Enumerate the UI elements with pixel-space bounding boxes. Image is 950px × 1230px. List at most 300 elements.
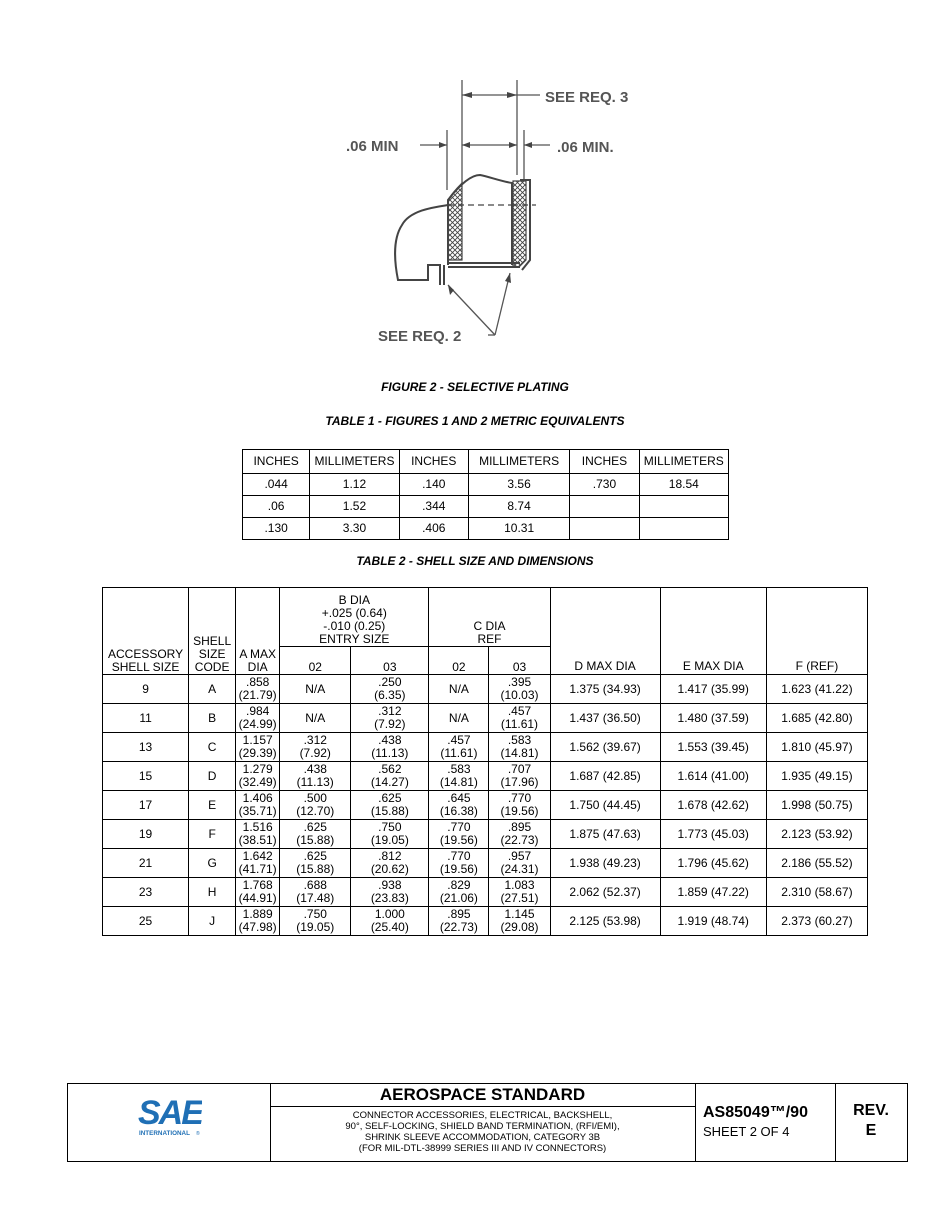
table-cell: 1.52: [310, 496, 399, 518]
a-dia-cell-value: 1.768: [242, 878, 273, 892]
standard-title: AEROSPACE STANDARD: [270, 1084, 695, 1107]
a-dia-cell-value: (47.98): [238, 920, 277, 934]
table-cell: 10.31: [468, 518, 569, 540]
c02-cell-value: .770: [447, 849, 471, 863]
c03-cell: [489, 849, 550, 878]
header-cell: INCHES: [570, 450, 639, 474]
b02-cell-value: (11.13): [296, 775, 334, 789]
table-cell: .406: [399, 518, 468, 540]
e-dia-cell: [660, 878, 766, 907]
d-dia-cell-value: 1.938 (49.23): [569, 855, 641, 870]
a-dia-cell: [236, 675, 280, 704]
d-dia-cell-value: 1.875 (47.63): [569, 826, 641, 841]
b03-cell-value: .562: [378, 762, 402, 776]
a-dia-cell-value: (24.99): [238, 717, 277, 731]
a-dia-cell: [236, 762, 280, 791]
f-ref-cell-value: 1.685 (42.80): [781, 710, 853, 725]
table-row: [103, 733, 868, 762]
shell-code-cell: [189, 733, 236, 762]
c02-cell: [429, 907, 489, 936]
e-max-dia-header: E MAX DIA: [660, 588, 766, 675]
b02-cell-value: .625: [303, 820, 327, 834]
f-ref-cell: [766, 704, 867, 733]
b03-cell-value: .438: [378, 733, 402, 747]
selective-plating-figure: [340, 75, 660, 355]
c03-cell-value: .957: [507, 849, 532, 863]
b02-cell: [280, 733, 351, 762]
c02-cell-value: (19.56): [439, 862, 478, 876]
shell-code-cell-value: F: [208, 826, 216, 841]
c03-cell-value: .770: [507, 791, 532, 805]
b02-cell-value: .500: [303, 791, 327, 805]
b-dia-header: [280, 588, 429, 647]
c03-cell-value: (29.08): [500, 920, 539, 934]
b03-cell-value: (23.83): [370, 891, 409, 905]
c02-cell: [429, 878, 489, 907]
b03-cell-value: (6.35): [374, 688, 406, 702]
table-cell: [639, 496, 728, 518]
table-cell: [639, 518, 728, 540]
shell-size-cell-value: 25: [138, 913, 153, 928]
b03-cell-value: (11.13): [371, 746, 409, 760]
b02-cell: [280, 704, 351, 733]
see-req-3-label: SEE REQ. 3: [545, 89, 629, 106]
c03-cell-value: .395: [507, 675, 532, 689]
b02-cell-value: (17.48): [296, 891, 335, 905]
shell-code-cell-value: G: [207, 855, 217, 870]
table-row: [243, 474, 729, 496]
c03-cell: [489, 704, 550, 733]
shell-code-cell: [189, 849, 236, 878]
f-ref-cell-value: 2.310 (58.67): [781, 884, 853, 899]
shell-size-cell: [103, 878, 189, 907]
b-dia-entry: ENTRY SIZE: [319, 632, 390, 646]
description-line: (FOR MIL-DTL-38999 SERIES III AND IV CONNECTORS): [358, 1143, 607, 1154]
d-dia-cell-value: 1.750 (44.45): [569, 797, 641, 812]
b02-cell-value: .625: [303, 849, 327, 863]
d-dia-cell: [550, 704, 660, 733]
c02-cell: [429, 820, 489, 849]
c02-cell: [429, 762, 489, 791]
table-cell: .140: [399, 474, 468, 496]
c03-cell-value: .895: [507, 820, 532, 834]
f-ref-cell: [766, 675, 867, 704]
revision-cell: [835, 1084, 907, 1161]
d-dia-cell-value: 1.562 (39.67): [569, 739, 641, 754]
b03-cell-value: (7.92): [374, 717, 406, 731]
b02-cell-value: (7.92): [299, 746, 331, 760]
shell-code-cell-value: A: [208, 681, 217, 696]
d-dia-cell-value: 1.687 (42.85): [569, 768, 641, 783]
b03-cell-value: .312: [378, 704, 402, 718]
description-line: 90°, SELF-LOCKING, SHIELD BAND TERMINATION, (RFI/EMI),: [345, 1121, 620, 1132]
a-max-dia-header: A MAX DIA: [236, 588, 280, 675]
header-cell: MILLIMETERS: [468, 450, 569, 474]
shell-code-cell: [189, 675, 236, 704]
shell-code-cell-value: E: [208, 797, 217, 812]
table-cell: .044: [243, 474, 310, 496]
shell-size-cell: [103, 791, 189, 820]
table-row: [103, 675, 868, 704]
a-dia-cell-value: 1.642: [242, 849, 273, 863]
figure-caption: FIGURE 2 - SELECTIVE PLATING: [381, 380, 569, 394]
table-header-row: [103, 588, 868, 647]
e-dia-cell-value: 1.678 (42.62): [677, 797, 749, 812]
c02-cell-value: .895: [447, 907, 471, 921]
b02-cell: [280, 762, 351, 791]
d-dia-cell: [550, 878, 660, 907]
table-row: [103, 791, 868, 820]
see-req-2-label: SEE REQ. 2: [378, 328, 462, 345]
c03-cell-value: (11.61): [500, 717, 539, 731]
c03-cell-value: (14.81): [500, 746, 539, 760]
description-line: CONNECTOR ACCESSORIES, ELECTRICAL, BACKSHELL,: [352, 1110, 613, 1121]
table-cell: .344: [399, 496, 468, 518]
table-header-row: [243, 450, 729, 474]
metric-equivalents-table: [242, 449, 729, 540]
c03-cell-value: 1.083: [504, 878, 535, 892]
shell-size-cell: [103, 762, 189, 791]
table-cell: .730: [570, 474, 639, 496]
e-dia-cell-value: 1.553 (39.45): [677, 739, 749, 754]
b02-cell-value: N/A: [305, 681, 326, 696]
shell-code-cell: [189, 907, 236, 936]
c02-cell-value: .645: [447, 791, 471, 805]
e-dia-cell-value: 1.480 (37.59): [677, 710, 749, 725]
d-dia-cell-value: 2.125 (53.98): [569, 913, 641, 928]
f-ref-cell-value: 2.123 (53.92): [781, 826, 853, 841]
f-ref-cell-value: 2.186 (55.52): [781, 855, 853, 870]
b03-cell: [351, 704, 429, 733]
table-row: [103, 907, 868, 936]
c03-cell: [489, 675, 550, 704]
shell-size-cell: [103, 704, 189, 733]
b03-cell-value: (19.05): [370, 833, 409, 847]
c02-cell-value: (14.81): [439, 775, 478, 789]
b03-cell-value: (14.27): [370, 775, 409, 789]
b03-cell-value: .250: [378, 675, 402, 689]
table-row: [103, 878, 868, 907]
c-dia-ref: REF: [477, 632, 502, 646]
a-dia-cell-value: 1.157: [242, 733, 273, 747]
revision: [835, 1101, 907, 1141]
f-ref-cell-value: 1.623 (41.22): [781, 681, 853, 696]
c03-cell: [489, 907, 550, 936]
e-dia-cell-value: 1.796 (45.62): [677, 855, 749, 870]
shell-size-cell-value: 19: [138, 826, 153, 841]
f-ref-cell: [766, 820, 867, 849]
revision-value: E: [865, 1122, 877, 1139]
b03-cell: [351, 675, 429, 704]
table-row: [243, 496, 729, 518]
plating-hatch: [448, 181, 526, 267]
shell-size-cell-value: 11: [139, 710, 152, 725]
e-dia-cell: [660, 849, 766, 878]
table-row: [103, 820, 868, 849]
sae-logo-icon: [138, 1096, 202, 1140]
c02-cell: [429, 704, 489, 733]
f-ref-cell-value: 1.998 (50.75): [781, 797, 853, 812]
description-line: SHRINK SLEEVE ACCOMMODATION, CATEGORY 3B: [364, 1132, 601, 1143]
c02-cell: [429, 675, 489, 704]
c03-cell-value: 1.145: [504, 907, 535, 921]
e-dia-cell: [660, 733, 766, 762]
c02-cell-value: (19.56): [439, 833, 478, 847]
c03-cell-value: .583: [507, 733, 532, 747]
b03-cell-value: .750: [378, 820, 402, 834]
c02-cell: [429, 849, 489, 878]
b03-cell-value: (25.40): [370, 920, 409, 934]
min-right-label: .06 MIN.: [557, 139, 614, 156]
shell-size-cell: [103, 849, 189, 878]
b02-cell-value: .438: [303, 762, 327, 776]
c02-cell: [429, 791, 489, 820]
c02-cell-value: (21.06): [439, 891, 478, 905]
table-cell: 3.56: [468, 474, 569, 496]
f-ref-cell: [766, 762, 867, 791]
c03-cell-value: .457: [507, 704, 532, 718]
shell-code-cell-value: C: [207, 739, 217, 754]
f-ref-cell: [766, 733, 867, 762]
d-dia-cell-value: 1.375 (34.93): [569, 681, 641, 696]
b03-header: 03: [351, 647, 429, 675]
b02-cell-value: .688: [303, 878, 327, 892]
e-dia-cell: [660, 907, 766, 936]
c03-cell-value: (19.56): [500, 804, 539, 818]
b03-cell: [351, 878, 429, 907]
b-dia-line: B DIA: [338, 593, 370, 607]
a-dia-cell-value: (41.71): [238, 862, 277, 876]
b03-cell: [351, 849, 429, 878]
shell-size-cell-value: 23: [138, 884, 153, 899]
b-dia-tol-minus: -.010 (0.25): [323, 619, 386, 633]
d-dia-cell: [550, 907, 660, 936]
a-dia-cell-value: (32.49): [238, 775, 277, 789]
b02-cell-value: .312: [303, 733, 327, 747]
min-left-label: .06 MIN: [346, 138, 399, 155]
a-dia-cell-value: 1.279: [242, 762, 273, 776]
c03-header: 03: [489, 647, 550, 675]
b03-cell-value: 1.000: [374, 907, 405, 921]
a-dia-cell: [236, 820, 280, 849]
shell-code-cell: [189, 878, 236, 907]
b02-cell: [280, 791, 351, 820]
d-dia-cell-value: 1.437 (36.50): [569, 710, 641, 725]
c03-cell-value: (24.31): [500, 862, 539, 876]
c-dia-header: [429, 588, 550, 647]
d-dia-cell-value: 2.062 (52.37): [569, 884, 641, 899]
a-dia-cell-value: (35.71): [238, 804, 277, 818]
c03-cell-value: (17.96): [500, 775, 539, 789]
table-cell: .130: [243, 518, 310, 540]
sheet-number: SHEET 2 OF 4: [703, 1124, 790, 1139]
c02-cell-value: (11.61): [440, 746, 478, 760]
a-dia-cell-value: 1.406: [242, 791, 273, 805]
e-dia-cell: [660, 675, 766, 704]
b03-cell: [351, 762, 429, 791]
table-cell: 8.74: [468, 496, 569, 518]
a-dia-cell-value: (44.91): [238, 891, 277, 905]
b03-cell-value: .938: [378, 878, 402, 892]
d-dia-cell: [550, 762, 660, 791]
revision-label: REV.: [853, 1102, 889, 1119]
c02-cell-value: .583: [447, 762, 471, 776]
b02-cell: [280, 878, 351, 907]
c02-cell-value: .829: [447, 878, 471, 892]
accessory-shell-size-header: ACCESSORY SHELL SIZE: [103, 588, 189, 675]
table-row: [243, 518, 729, 540]
e-dia-cell: [660, 791, 766, 820]
shell-size-table: [102, 587, 868, 936]
e-dia-cell-value: 1.919 (48.74): [677, 913, 749, 928]
a-dia-cell-value: 1.889: [242, 907, 273, 921]
shell-code-cell-value: D: [207, 768, 217, 783]
b03-cell-value: .625: [378, 791, 402, 805]
e-dia-cell-value: 1.859 (47.22): [677, 884, 749, 899]
title-cell: [270, 1084, 696, 1161]
b03-cell-value: .812: [378, 849, 402, 863]
shell-code-cell-value: H: [207, 884, 217, 899]
c02-cell-value: (22.73): [439, 920, 478, 934]
c02-header: 02: [429, 647, 489, 675]
a-dia-cell: [236, 704, 280, 733]
c03-cell-value: (27.51): [500, 891, 539, 905]
c-dia-line: C DIA: [473, 619, 506, 633]
b02-cell: [280, 907, 351, 936]
header-cell: INCHES: [399, 450, 468, 474]
logo-cell: [68, 1084, 271, 1161]
d-dia-cell: [550, 733, 660, 762]
a-dia-cell: [236, 878, 280, 907]
e-dia-cell: [660, 704, 766, 733]
sae-logo-text: SAE: [138, 1096, 202, 1132]
b02-cell-value: (19.05): [296, 920, 335, 934]
d-max-dia-header: D MAX DIA: [550, 588, 660, 675]
c02-cell-value: .770: [447, 820, 471, 834]
a-dia-cell-value: (38.51): [238, 833, 277, 847]
e-dia-cell-value: 1.773 (45.03): [677, 826, 749, 841]
shell-size-cell: [103, 733, 189, 762]
shell-size-cell-value: 13: [138, 739, 153, 754]
c03-cell: [489, 791, 550, 820]
d-dia-cell: [550, 675, 660, 704]
table-cell: 1.12: [310, 474, 399, 496]
shell-size-rows: [103, 675, 868, 936]
header-cell: MILLIMETERS: [310, 450, 399, 474]
shell-size-cell-value: 17: [138, 797, 153, 812]
b02-header: 02: [280, 647, 351, 675]
f-ref-cell: [766, 849, 867, 878]
e-dia-cell-value: 1.417 (35.99): [677, 681, 749, 696]
a-dia-cell: [236, 907, 280, 936]
b02-cell-value: .750: [303, 907, 327, 921]
shell-code-cell-value: J: [209, 913, 216, 928]
table-cell: 18.54: [639, 474, 728, 496]
table-row: [103, 762, 868, 791]
header-cell: INCHES: [243, 450, 310, 474]
f-ref-cell: [766, 878, 867, 907]
c03-cell-value: (22.73): [500, 833, 539, 847]
c03-cell: [489, 820, 550, 849]
shell-size-cell-value: 9: [142, 681, 149, 696]
d-dia-cell: [550, 791, 660, 820]
doc-number-cell: [695, 1084, 836, 1161]
shell-code-cell: [189, 820, 236, 849]
a-dia-cell-value: .984: [246, 704, 270, 718]
a-dia-cell: [236, 733, 280, 762]
table1-title: TABLE 1 - FIGURES 1 AND 2 METRIC EQUIVALENTS: [325, 414, 625, 428]
a-dia-cell-value: .858: [246, 675, 270, 689]
shell-code-cell: [189, 791, 236, 820]
b02-cell: [280, 849, 351, 878]
e-dia-cell-value: 1.614 (41.00): [677, 768, 749, 783]
shell-code-cell-value: B: [208, 710, 217, 725]
b03-cell: [351, 733, 429, 762]
shell-size-cell-value: 15: [138, 768, 153, 783]
b03-cell: [351, 820, 429, 849]
b-dia-tol-plus: +.025 (0.64): [321, 606, 387, 620]
table-cell: .06: [243, 496, 310, 518]
table-row: [103, 704, 868, 733]
a-dia-cell: [236, 791, 280, 820]
b02-cell-value: (12.70): [296, 804, 335, 818]
b03-cell: [351, 907, 429, 936]
e-dia-cell: [660, 820, 766, 849]
standard-description: [270, 1107, 695, 1154]
c02-cell-value: .457: [447, 733, 471, 747]
a-dia-cell: [236, 849, 280, 878]
c02-cell-value: (16.38): [439, 804, 478, 818]
table-cell: 3.30: [310, 518, 399, 540]
header-cell: MILLIMETERS: [639, 450, 728, 474]
shell-size-cell: [103, 907, 189, 936]
b02-cell: [280, 820, 351, 849]
b02-cell-value: (15.88): [296, 833, 335, 847]
table2-title: TABLE 2 - SHELL SIZE AND DIMENSIONS: [356, 554, 594, 568]
f-ref-cell: [766, 907, 867, 936]
a-dia-cell-value: (29.39): [238, 746, 277, 760]
b03-cell-value: (20.62): [370, 862, 409, 876]
b03-cell: [351, 791, 429, 820]
f-ref-cell-value: 2.373 (60.27): [781, 913, 853, 928]
d-dia-cell: [550, 820, 660, 849]
c03-cell: [489, 762, 550, 791]
c02-cell-value: N/A: [448, 681, 469, 696]
f-ref-cell-value: 1.935 (49.15): [781, 768, 853, 783]
d-dia-cell: [550, 849, 660, 878]
shell-code-cell: [189, 762, 236, 791]
table-row: [103, 849, 868, 878]
shell-size-code-header: SHELL SIZE CODE: [189, 588, 236, 675]
a-dia-cell-value: (21.79): [238, 688, 277, 702]
f-ref-cell-value: 1.810 (45.97): [781, 739, 853, 754]
c03-cell-value: .707: [507, 762, 532, 776]
c02-cell-value: N/A: [448, 710, 469, 725]
c03-cell-value: (10.03): [500, 688, 539, 702]
shell-size-cell: [103, 675, 189, 704]
b02-cell: [280, 675, 351, 704]
f-ref-cell: [766, 791, 867, 820]
sae-logo-mark: ®: [196, 1131, 200, 1137]
table-cell: [570, 496, 639, 518]
e-dia-cell: [660, 762, 766, 791]
c03-cell: [489, 878, 550, 907]
b02-cell-value: N/A: [305, 710, 326, 725]
f-ref-header: F (REF): [766, 588, 867, 675]
c03-cell: [489, 733, 550, 762]
title-block: [67, 1083, 908, 1162]
sae-logo-subtext: INTERNATIONAL: [139, 1130, 190, 1137]
